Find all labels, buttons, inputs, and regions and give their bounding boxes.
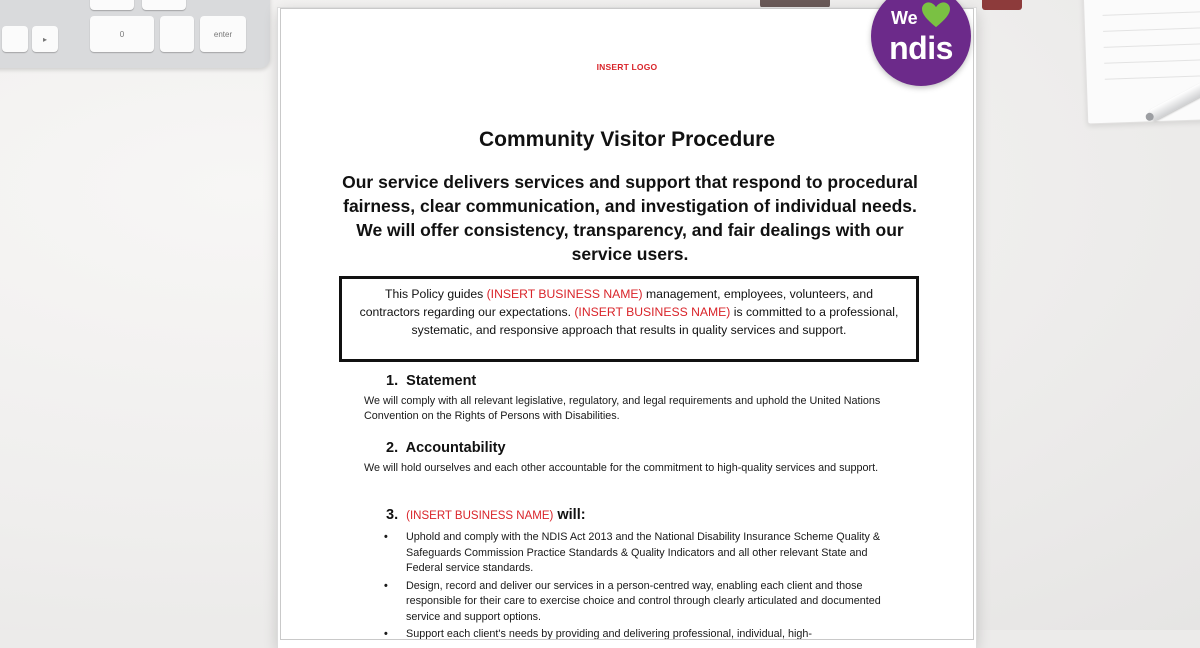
keyboard-key [2, 26, 28, 52]
section-number: 3. [386, 507, 399, 523]
insert-logo-placeholder: INSERT LOGO [596, 62, 658, 72]
keyboard-key: ▸ [32, 26, 58, 52]
keyboard [0, 0, 270, 68]
document-subtitle: Our service delivers services and support that respond to procedural fairness, clear communication, and investigation of individual needs. We will offer consistency, transparency, and fair dealings with our service users. [342, 172, 918, 264]
section-heading-accountability [386, 440, 506, 456]
section-heading-business-will [386, 507, 586, 523]
business-name-placeholder: (INSERT BUSINESS NAME) [406, 510, 554, 522]
keyboard-key [90, 0, 134, 10]
section-number: 2. [386, 440, 399, 456]
policy-text: management, employees, volunteers, and contractors regarding our expectations. [359, 287, 873, 319]
keyboard-key [160, 16, 194, 52]
document-page [278, 8, 976, 648]
desk-object [982, 0, 1022, 10]
keyboard-key-zero: 0 [90, 16, 154, 52]
section-body-statement: We will comply with all relevant legislative, regulatory, and legal requirements and uphold the United Nations Convention on the Rights of Persons with Disabilities. [364, 395, 881, 422]
list-item: • Support each client's needs by providing and delivering professional, individual, high- [384, 628, 812, 640]
section-title: will: [553, 507, 586, 523]
keyboard-key [142, 0, 186, 10]
list-item: • Design, record and deliver our services in a person-centred way, enabling each client and those responsible for their care to exercise choice and control through clearly articulated and documented service and support options. [384, 579, 881, 623]
list-item-text: Support each client's needs by providing and delivering professional, individual, high- [406, 628, 812, 640]
obligations-list [382, 530, 902, 645]
list-item: • Uphold and comply with the NDIS Act 2013 and the National Disability Insurance Scheme Quality & Safeguards Commission Practice Standards & Quality Indicators and all other relevant State and Federal service standards. [384, 531, 881, 574]
list-item-text: Design, record and deliver our services in a person-centred way, enabling each client and those responsible for their care to exercise choice and control through clearly articulated and documented service and support options. [406, 579, 881, 623]
list-item-text: Uphold and comply with the NDIS Act 2013 and the National Disability Insurance Scheme Quality & Safeguards Commission Practice Standards & Quality Indicators and all other relevant State and Federal service standards. [406, 531, 881, 574]
section-title: Accountability [405, 440, 506, 456]
badge-ndis-text: ndis [889, 30, 953, 66]
business-name-placeholder: (INSERT BUSINESS NAME) [574, 305, 731, 319]
section-title: Statement [406, 373, 477, 389]
section-body-accountability: We will hold ourselves and each other accountable for the commitment to high-quality services and support. [364, 462, 879, 474]
policy-box [339, 276, 919, 362]
policy-text: is committed to a professional, systematic, and responsive approach that results in quality services and support. [411, 305, 899, 337]
document-title: Community Visitor Procedure [478, 128, 775, 151]
heart-icon [921, 1, 951, 29]
badge-we-text: We [891, 8, 918, 28]
section-heading-statement [386, 373, 476, 389]
desk-object [760, 0, 830, 8]
business-name-placeholder: (INSERT BUSINESS NAME) [486, 287, 643, 301]
section-number: 1. [386, 373, 399, 389]
policy-text: This Policy guides [385, 287, 487, 301]
keyboard-key-enter: enter [200, 16, 246, 52]
